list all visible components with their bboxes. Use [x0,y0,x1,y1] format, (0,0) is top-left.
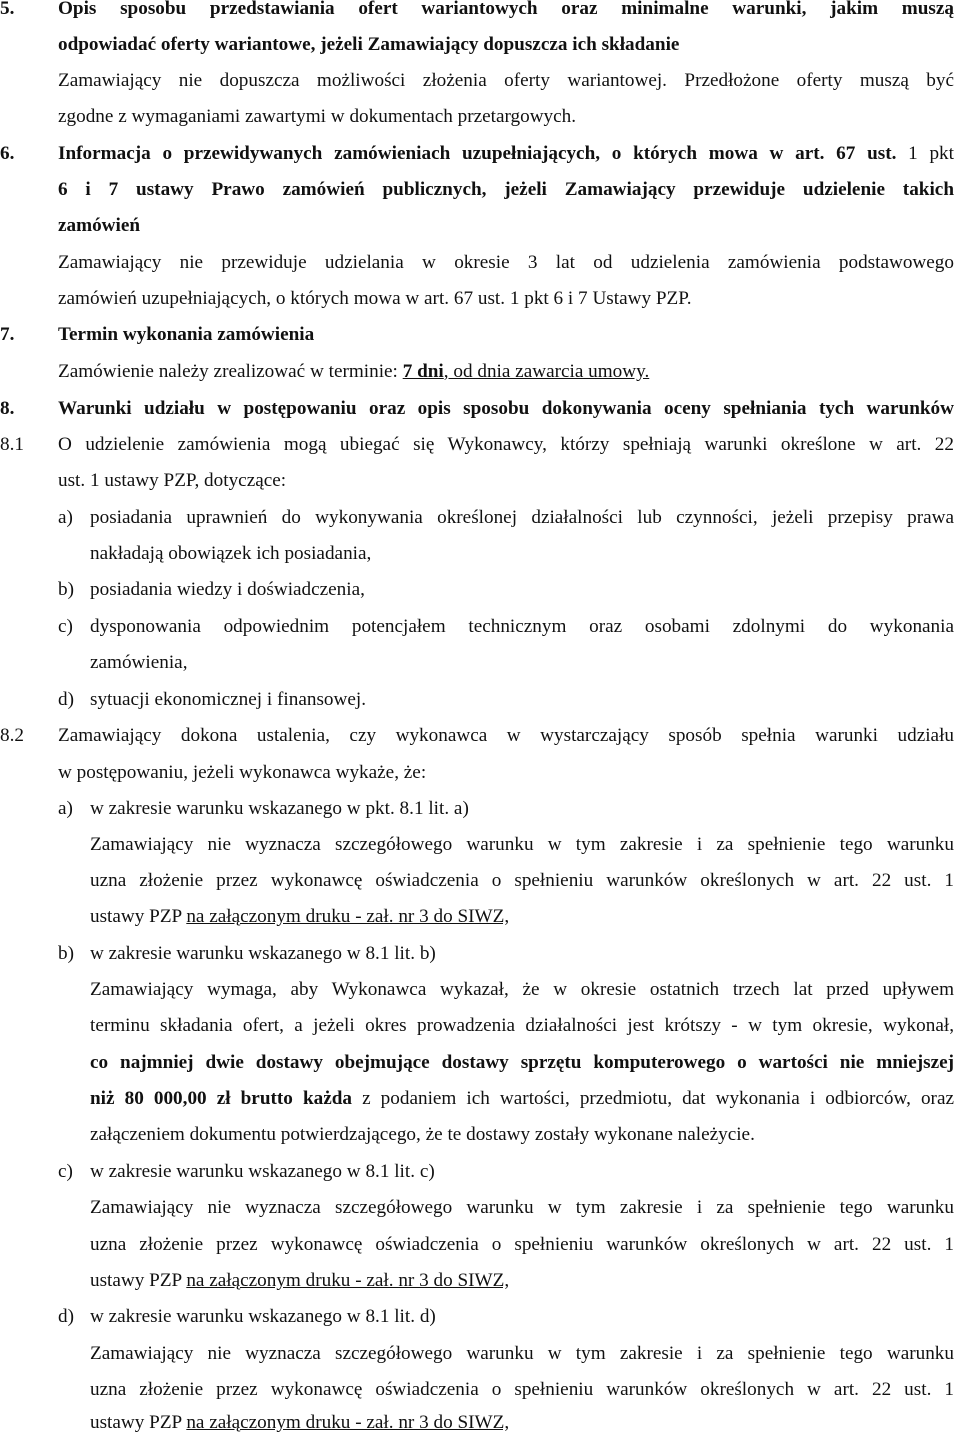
condition-b-text-4-rest: z podaniem ich wartości, przedmiotu, dat wykonania i odbiorców, oraz [352,1088,954,1109]
condition-b-text-2: terminu składania ofert, a jeżeli okres prowadzenia działalności jest krótszy - w tym okresie, wykonał, [90,1015,954,1036]
point-8-2-line-2 [0,758,960,788]
section-7-text-post: , od dnia zawarcia umowy. [443,361,650,382]
list-item-c-text: dysponowania odpowiednim potencjałem technicznym oraz osobami zdolnymi do wykonania [90,616,954,637]
condition-d-line-1 [0,1339,960,1369]
condition-a-line-2 [0,866,960,896]
condition-d-text-3-pre: ustawy PZP [90,1412,187,1433]
condition-d-line-2 [0,1375,960,1405]
section-8-heading: Warunki udziału w postępowaniu oraz opis sposobu dokonywania oceny spełniania tych warunków [58,398,954,419]
condition-d-text-1: Zamawiający nie wyznacza szczegółowego warunku w tym zakresie i za spełnienie tego warunku [90,1343,954,1364]
section-7-term-underlined [403,361,650,382]
condition-d-title-line [0,1302,960,1332]
section-5-text-line-2 [0,102,960,132]
section-6-heading-line-3 [0,211,960,241]
list-item-d-text: sytuacji ekonomicznej i finansowej. [90,689,367,710]
list-marker-c: c) [58,616,73,637]
section-5-heading-line-2 [0,30,960,60]
section-6-heading-line-2 [0,175,960,205]
section-7-number: 7. [0,324,15,345]
point-8-1-text-cont: ust. 1 ustawy PZP, dotyczące: [58,470,287,491]
list-item-a-text-cont: nakładają obowiązek ich posiadania, [90,543,372,564]
condition-c-text-1: Zamawiający nie wyznacza szczegółowego warunku w tym zakresie i za spełnienie tego warunku [90,1197,954,1218]
point-8-1-text: O udzielenie zamówienia mogą ubiegać się Wykonawcy, którzy spełniają warunki określone w art. 22 [58,434,954,455]
condition-marker-b: b) [58,943,74,964]
condition-d-title: w zakresie warunku wskazanego w 8.1 lit. d) [90,1306,436,1327]
condition-c-text-3 [90,1266,954,1296]
condition-b-text-1: Zamawiający wymaga, aby Wykonawca wykazał, że w okresie ostatnich trzech lat przed upływem [90,979,954,1000]
section-6-text-cont: zamówień uzupełniających, o których mowa w art. 67 ust. 1 pkt 6 i 7 Ustawy PZP. [58,288,692,309]
list-item-b [0,575,960,605]
list-item-a [0,503,960,533]
condition-a-attachment-ref: na załączonym druku - zał. nr 3 do SIWZ, [186,906,510,927]
condition-c-title: w zakresie warunku wskazanego w 8.1 lit. c) [90,1161,435,1182]
section-5-heading-cont: odpowiadać oferty wariantowe, jeżeli Zamawiający dopuszcza ich składanie [58,34,680,55]
list-item-a-text: posiadania uprawnień do wykonywania określonej działalności lub czynności, jeżeli przepisy prawa [90,507,954,528]
point-8-1-line [0,430,960,460]
point-8-1-line-2 [0,466,960,496]
condition-a-line-1 [0,830,960,860]
list-item-c [0,612,960,642]
condition-a-text-3-pre: ustawy PZP [90,906,187,927]
condition-a-line-3 [0,902,960,932]
condition-c-line-3 [0,1266,960,1296]
section-8-heading-line [0,394,960,424]
condition-b-line-4 [0,1084,960,1114]
condition-b-text-5: załączeniem dokumentu potwierdzającego, że te dostawy zostały wykonane należycie. [90,1124,755,1145]
section-6-heading-cont: 6 i 7 ustawy Prawo zamówień publicznych, jeżeli Zamawiający przewiduje udzielenie takich [58,179,954,200]
section-6-heading-tail: 1 pkt [896,143,954,164]
list-item-d [0,685,960,715]
section-6-text-line [0,248,960,278]
section-6-heading [58,139,954,169]
point-8-2-line [0,721,960,751]
section-5-text: Zamawiający nie dopuszcza możliwości złożenia oferty wariantowej. Przedłożone oferty muszą być [58,70,954,91]
section-6-heading-bold: Informacja o przewidywanych zamówieniach uzupełniających, o których mowa w art. 67 ust. [58,143,897,164]
list-marker-a: a) [58,507,73,528]
section-7-heading-line [0,320,960,350]
section-7-heading: Termin wykonania zamówienia [58,324,315,345]
condition-d-text-3 [90,1408,954,1438]
point-8-1-number: 8.1 [0,434,24,455]
condition-d-text-2: uzna złożenie przez wykonawcę oświadczenia o spełnieniu warunków określonych w art. 22 ust. 1 [90,1379,954,1400]
condition-marker-c: c) [58,1161,73,1182]
condition-d-line-3 [0,1408,960,1438]
condition-c-line-2 [0,1230,960,1260]
condition-a-title-line [0,794,960,824]
condition-a-text-2: uzna złożenie przez wykonawcę oświadczenia o spełnieniu warunków określonych w art. 22 ust. 1 [90,870,954,891]
condition-b-min-value: niż 80 000,00 zł brutto każda [90,1088,352,1109]
section-7-text [58,357,954,387]
section-5-number: 5. [0,0,15,19]
section-8-number: 8. [0,398,15,419]
condition-b-line-2 [0,1011,960,1041]
point-8-2-number: 8.2 [0,725,24,746]
point-8-2-text: Zamawiający dokona ustalenia, czy wykonawca w wystarczający sposób spełnia warunki udziału [58,725,954,746]
section-5-text-cont: zgodne z wymaganiami zawartymi w dokumentach przetargowych. [58,106,577,127]
list-marker-b: b) [58,579,74,600]
condition-c-title-line [0,1157,960,1187]
section-5-text-line [0,66,960,96]
condition-marker-d: d) [58,1306,74,1327]
condition-b-text-3: co najmniej dwie dostawy obejmujące dostawy sprzętu komputerowego o wartości nie mniejszej [90,1052,954,1073]
section-6-heading-cont-2: zamówień [58,215,141,236]
condition-a-text-1: Zamawiający nie wyznacza szczegółowego warunku w tym zakresie i za spełnienie tego warunku [90,834,954,855]
condition-b-title-line [0,939,960,969]
section-7-text-pre: Zamówienie należy zrealizować w terminie: [58,361,403,382]
condition-c-text-2: uzna złożenie przez wykonawcę oświadczenia o spełnieniu warunków określonych w art. 22 ust. 1 [90,1234,954,1255]
section-7-text-line [0,357,960,387]
list-item-b-text: posiadania wiedzy i doświadczenia, [90,579,365,600]
section-6-text-line-2 [0,284,960,314]
condition-marker-a: a) [58,798,73,819]
condition-a-text-3 [90,902,954,932]
list-item-c-text-cont: zamówienia, [90,652,188,673]
section-6-number: 6. [0,143,15,164]
condition-b-line-5 [0,1120,960,1150]
section-6-text: Zamawiający nie przewiduje udzielania w okresie 3 lat od udzielenia zamówienia podstawowego [58,252,954,273]
section-5-heading-line [0,0,960,24]
condition-c-attachment-ref: na załączonym druku - zał. nr 3 do SIWZ, [186,1270,510,1291]
condition-b-line-3 [0,1048,960,1078]
condition-c-line-1 [0,1193,960,1223]
condition-b-text-4 [90,1084,954,1114]
point-8-2-text-cont: w postępowaniu, jeżeli wykonawca wykaże, że: [58,762,427,783]
condition-d-attachment-ref: na załączonym druku - zał. nr 3 do SIWZ, [186,1412,510,1433]
condition-a-title: w zakresie warunku wskazanego w pkt. 8.1 lit. a) [90,798,469,819]
section-6-heading-line [0,139,960,169]
list-item-c-line-2 [0,648,960,678]
section-7-term-days: 7 dni [402,361,444,382]
condition-b-title: w zakresie warunku wskazanego w 8.1 lit. b) [90,943,436,964]
section-5-heading: Opis sposobu przedstawiania ofert wariantowych oraz minimalne warunki, jakim muszą [58,0,954,19]
condition-c-text-3-pre: ustawy PZP [90,1270,187,1291]
list-marker-d: d) [58,689,74,710]
list-item-a-line-2 [0,539,960,569]
condition-b-line-1 [0,975,960,1005]
